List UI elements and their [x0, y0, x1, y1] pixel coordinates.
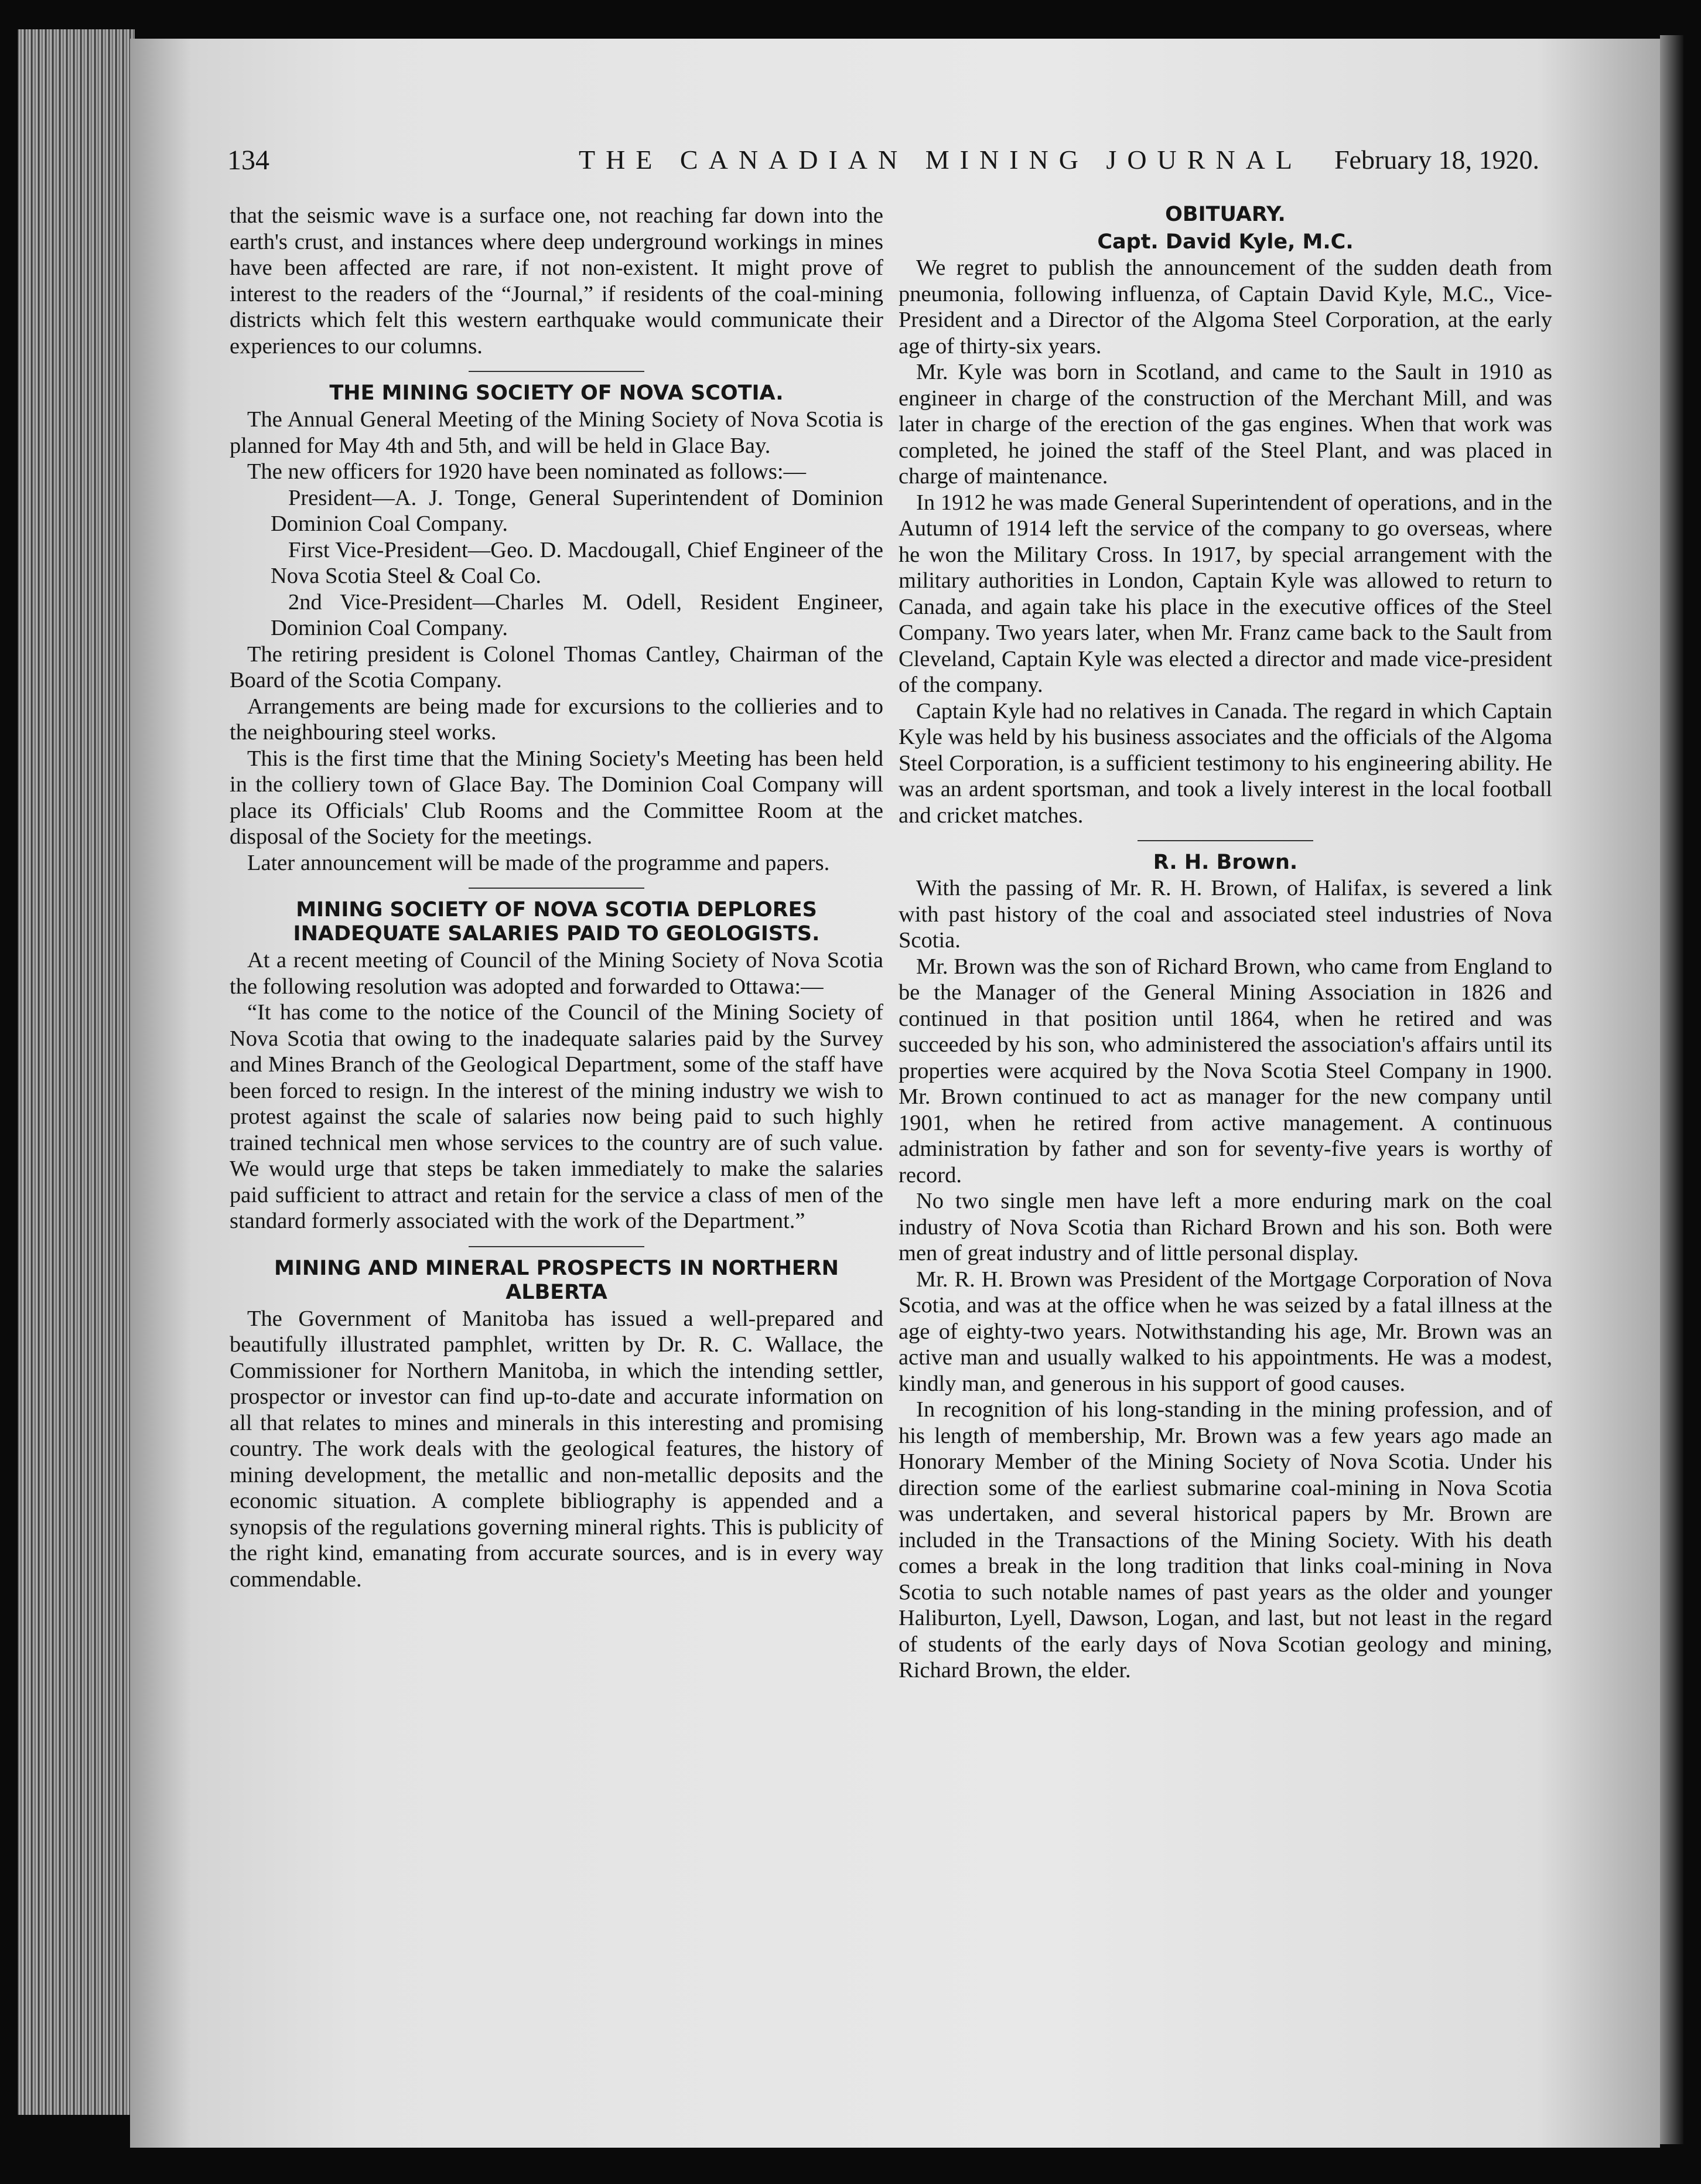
running-header: [227, 144, 1539, 185]
article-title: THE MINING SOCIETY OF NOVA SCOTIA.: [329, 381, 784, 405]
article-paragraph: No two single men have left a more enduring mark on the coal industry of Nova Scotia than Richard Brown and his son. Both were men of great industry and of little personal display.: [899, 1189, 1552, 1265]
article-paragraph: Later announcement will be made of the programme and papers.: [247, 850, 830, 875]
article-paragraph: Mr. R. H. Brown was President of the Mortgage Corporation of Nova Scotia, and was at the office when he was seized by a fatal illness at the age of eighty-two years. Notwithstanding his age, Mr. Brown was an active man and usually walked to his appointments. He was a modest, kindly man, and generous in his support of good causes.: [899, 1267, 1552, 1396]
obituary-name: R. H. Brown.: [1153, 851, 1298, 874]
book-gutter: [18, 29, 135, 2115]
article-paragraph: Captain Kyle had no relatives in Canada. The regard in which Captain Kyle was held by his business associates and the officials of the Algoma Steel Corporation, is a sufficient testimony to his engineering ability. He was an ardent sportsman, and took a lively interest in the local football and cricket matches.: [899, 698, 1552, 828]
article-paragraph: We regret to publish the announcement of the sudden death from pneumonia, following influenza, of Captain David Kyle, M.C., Vice-President and a Director of the Algoma Steel Corporation, at the early age of thirty-six years.: [899, 255, 1552, 359]
divider: [1138, 840, 1313, 841]
issue-date: February 18, 1920.: [1334, 145, 1539, 175]
article-paragraph: The Annual General Meeting of the Mining Society of Nova Scotia is planned for May 4th and 5th, and will be held in Glace Bay.: [230, 407, 883, 458]
article-paragraph: The Government of Manitoba has issued a well-prepared and beautifully illustrated pamphlet, written by Dr. R. C. Wallace, the Commissioner for Northern Manitoba, in which the intending settler, prospector or investor can find up-to-date and accurate information on all that relates to mines and minerals in this interesting and promising country. The work deals with the geological features, the history of mining development, the metallic and non-metallic deposits and the economic situation. A complete bibliography is appended and a synopsis of the regulations governing mineral rights. This is publicity of the right kind, emanating from accurate sources, and is in every way commendable.: [230, 1306, 883, 1592]
article-paragraph: Arrangements are being made for excursions to the collieries and to the neighbouring steel works.: [230, 694, 883, 745]
article-paragraph: The retiring president is Colonel Thomas Cantley, Chairman of the Board of the Scotia Company.: [230, 641, 883, 692]
continued-paragraph: that the seismic wave is a surface one, not reaching far down into the earth's crust, and instances where deep underground workings in mines have been affected are rare, if not non-existent. It might prove of interest to the readers of the “Journal,” if residents of the coal-mining districts which felt this western earthquake would communicate their experiences to our columns.: [230, 203, 883, 359]
article-paragraph: Mr. Kyle was born in Scotland, and came to the Sault in 1910 as engineer in charge of the construction of the Merchant Mill, and was later in charge of the erection of the gas engines. When that work was completed, he joined the staff of the Steel Plant, and was placed in charge of maintenance.: [899, 360, 1552, 489]
divider: [469, 371, 644, 372]
left-column: [230, 203, 883, 1592]
divider: [469, 888, 644, 889]
officer-entry: 2nd Vice-President—Charles M. Odell, Resident Engineer, Dominion Coal Company.: [271, 589, 883, 640]
officer-entry: President—A. J. Tonge, General Superintendent of Dominion Dominion Coal Company.: [271, 485, 883, 536]
obituary-name: Capt. David Kyle, M.C.: [1097, 230, 1354, 254]
article-paragraph: This is the first time that the Mining Society's Meeting has been held in the colliery town of Glace Bay. The Dominion Coal Company will place its Officials' Club Rooms and the Committee Room at the disposal of the Society for the meetings.: [230, 746, 883, 849]
article-paragraph: With the passing of Mr. R. H. Brown, of Halifax, is severed a link with past history of the coal and associated steel industries of Nova Scotia.: [899, 876, 1552, 953]
officer-entry: First Vice-President—Geo. D. Macdougall, Chief Engineer of the Nova Scotia Steel & Coal Co.: [271, 537, 883, 588]
journal-title: THE CANADIAN MINING JOURNAL: [579, 145, 1303, 175]
article-title: MINING SOCIETY OF NOVA SCOTIA DEPLORES INADEQUATE SALARIES PAID TO GEOLOGISTS.: [293, 898, 820, 946]
article-paragraph: In recognition of his long-standing in the mining profession, and of his length of membership, Mr. Brown was a few years ago made an Honorary Member of the Mining Society of Nova Scotia. Under his direction some of the earliest submarine coal-mining in Nova Scotia was undertaken, and several historical papers by Mr. Brown are included in the Transactions of the Mining Society. With his death comes a break in the long tradition that links coal-mining in Nova Scotia to such notable names of past years as the older and younger Haliburton, Lyell, Dawson, Logan, and last, but not least in the regard of students of the early days of Nova Scotian geology and mining, Richard Brown, the elder.: [899, 1397, 1552, 1683]
page-edge-shadow: [1660, 35, 1683, 2144]
divider: [469, 1246, 644, 1247]
article-paragraph: In 1912 he was made General Superintendent of operations, and in the Autumn of 1914 left the service of the company to go overseas, where he won the Military Cross. In 1917, by special arrangement with the military authorities in London, Captain Kyle was allowed to return to Canada, and again take his place in the executive offices of the Steel Company. Two years later, when Mr. Franz came back to the Sault from Cleveland, Captain Kyle was elected a director and made vice-president of the company.: [899, 490, 1552, 697]
article-title: MINING AND MINERAL PROSPECTS IN NORTHERN ALBERTA: [274, 1256, 839, 1304]
article-paragraph: At a recent meeting of Council of the Mining Society of Nova Scotia the following resolution was adopted and forwarded to Ottawa:—: [230, 948, 883, 999]
resolution-quote: “It has come to the notice of the Council of the Mining Society of Nova Scotia that owing to the inadequate salaries paid by the Survey and Mines Branch of the Geological Department, some of the staff have been forced to resign. In the interest of the mining industry we wish to protest against the scale of salaries now being paid to such highly trained technical men whose services to the country are of such value. We would urge that steps be taken immediately to make the salaries paid sufficient to attract and retain for the service a class of men of the standard formerly associated with the work of the Department.”: [230, 1000, 883, 1233]
page-number: 134: [227, 145, 269, 176]
article-paragraph: Mr. Brown was the son of Richard Brown, who came from England to be the Manager of the General Mining Association in 1826 and continued in that position until 1864, when he retired and was succeeded by his son, who administered the association's affairs until its properties were acquired by the Nova Scotia Steel Company in 1900. Mr. Brown continued to act as manager for the new company until 1901, when he retired from active management. A continuous administration by father and son for seventy-five years is worthy of record.: [899, 954, 1552, 1187]
section-title: OBITUARY.: [1165, 203, 1286, 226]
article-paragraph: The new officers for 1920 have been nominated as follows:—: [247, 459, 807, 484]
right-column: [899, 203, 1552, 1684]
